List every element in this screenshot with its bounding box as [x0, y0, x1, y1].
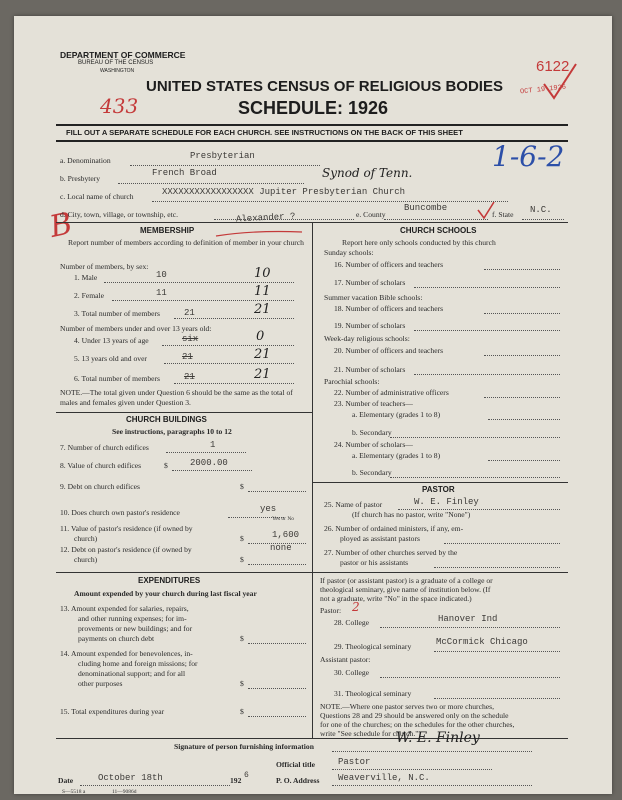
- church-name-label: c. Local name of church: [60, 192, 134, 201]
- pastor-note-line3: for one of the churches; on the schedules for the other churches,: [320, 720, 515, 729]
- q13-line3: provements or new buildings; and for: [78, 624, 193, 633]
- department-name: DEPARTMENT OF COMMERCE: [60, 50, 186, 60]
- q3-handwritten: 21: [254, 302, 271, 317]
- q7-label: 7. Number of church edifices: [60, 443, 149, 452]
- church-name-value: XXXXXXXXXXXXXXXXX Jupiter Presbyterian Church: [162, 187, 406, 197]
- q6-label: 6. Total number of members: [74, 374, 161, 383]
- q7-value: 1: [210, 440, 216, 450]
- q13-line2: and other running expenses; for im-: [78, 614, 187, 623]
- schools-title: CHURCH SCHOOLS: [400, 226, 477, 235]
- summer-schools-label: Summer vacation Bible schools:: [324, 293, 423, 302]
- schools-intro: Report here only schools conducted by this church: [342, 238, 496, 247]
- q2-handwritten: 11: [254, 284, 271, 299]
- q29-label: 29. Theological seminary: [334, 642, 412, 651]
- year-suffix: 6: [244, 771, 249, 780]
- q12-label-line2: church): [74, 555, 98, 564]
- q11-label-line1: 11. Value of pastor's residence (if owned by: [60, 524, 193, 533]
- college-note-line1: If pastor (or assistant pastor) is a graduate of a college or: [320, 576, 493, 585]
- state-value: N.C.: [530, 205, 552, 215]
- q26-line2: ployed as assistant pastors: [340, 534, 420, 543]
- q5-handwritten: 21: [254, 347, 271, 362]
- date-value: October 18th: [98, 773, 163, 783]
- q29-value: McCormick Chicago: [436, 637, 528, 647]
- pastor-handwritten-mark: 2: [352, 600, 360, 614]
- q12-dollar: $: [240, 555, 244, 564]
- expenditures-subtitle: Amount expended by your church during last fiscal year: [74, 589, 257, 598]
- weekday-schools-label: Week-day religious schools:: [324, 334, 410, 343]
- q10-value: yes: [260, 504, 277, 514]
- q11-value: 1,600: [272, 530, 300, 540]
- q16-label: 16. Number of officers and teachers: [334, 260, 444, 269]
- q28-value: Hanover Ind: [438, 614, 498, 624]
- q11-dollar: $: [240, 534, 244, 543]
- q26-line1: 26. Number of ordained ministers, if any, em-: [324, 524, 464, 533]
- table-bottom-rule: [56, 738, 568, 739]
- form-number: S—5518 a: [62, 789, 86, 794]
- po-address-label: P. O. Address: [276, 776, 320, 785]
- q8-value: 2000.00: [190, 458, 228, 468]
- q2-typed: 11: [156, 288, 167, 298]
- q30-label: 30. College: [334, 668, 370, 677]
- q18-label: 18. Number of officers and teachers: [334, 304, 444, 313]
- date-label: Date: [58, 776, 74, 785]
- q25-value: W. E. Finley: [414, 497, 479, 507]
- q21-label: 21. Number of scholars: [334, 365, 406, 374]
- blue-code-mark: 1-6-2: [492, 140, 565, 173]
- header-rule-top: [56, 124, 568, 126]
- q23-label: 23. Number of teachers—: [334, 399, 413, 408]
- q19-label: 19. Number of scholars: [334, 321, 406, 330]
- q9-dollar: $: [240, 482, 244, 491]
- year-prefix: 192: [230, 776, 242, 785]
- column-divider: [312, 222, 313, 738]
- sunday-schools-label: Sunday schools:: [324, 248, 374, 257]
- q25-label: 25. Name of pastor: [324, 500, 383, 509]
- q4-typed: six: [182, 334, 199, 344]
- print-number: 11—9086d: [112, 789, 137, 794]
- header-rule-bottom: [56, 140, 568, 142]
- membership-note: NOTE.—The total given under Question 6 should be the same as the total of males and females given under Question 3.: [60, 388, 293, 407]
- q24b-label: b. Secondary: [352, 468, 392, 477]
- q9-label: 9. Debt on church edifices: [60, 482, 140, 491]
- college-note-line2: theological seminary, give name of institution below. (If: [320, 585, 491, 594]
- red-underline-mark: [214, 228, 304, 238]
- q25-note: (If church has no pastor, write "None"): [352, 510, 471, 519]
- q24a-label: a. Elementary (grades 1 to 8): [352, 451, 441, 460]
- red-margin-mark: B: [46, 206, 76, 245]
- q2-label: 2. Female: [74, 291, 104, 300]
- city-value: Alexander ?: [235, 211, 296, 225]
- q28-label: 28. College: [334, 618, 370, 627]
- pastor-title: PASTOR: [422, 485, 455, 494]
- q15-label: 15. Total expenditures during year: [60, 707, 165, 716]
- q6-typed: 21: [184, 372, 195, 382]
- instructions-bar: FILL OUT A SEPARATE SCHEDULE FOR EACH CHURCH. SEE INSTRUCTIONS ON THE BACK OF THIS SHEET: [66, 128, 463, 137]
- assistant-pastor-label: Assistant pastor:: [320, 655, 371, 664]
- q3-typed: 21: [184, 308, 195, 318]
- q14-line1: 14. Amount expended for benevolences, in-: [60, 649, 193, 658]
- q8-label: 8. Value of church edifices: [60, 461, 142, 470]
- census-schedule-sheet: [14, 16, 612, 794]
- received-date-stamp: OCT 19 1926: [519, 83, 567, 97]
- q23b-label: b. Secondary: [352, 428, 392, 437]
- q1-label: 1. Male: [74, 273, 98, 282]
- presbytery-value: French Broad: [152, 168, 217, 178]
- age-intro: Number of members under and over 13 years old:: [60, 324, 212, 333]
- q10-label: 10. Does church own pastor's residence: [60, 508, 180, 517]
- official-title-value: Pastor: [338, 757, 371, 767]
- synod-handwritten: Synod of Tenn.: [322, 166, 413, 180]
- city-label: d. City, town, village, or township, etc.: [60, 210, 179, 219]
- q31-label: 31. Theological seminary: [334, 689, 412, 698]
- q5-typed: 21: [182, 352, 193, 362]
- official-title-label: Official title: [276, 760, 316, 769]
- membership-title: MEMBERSHIP: [140, 226, 195, 235]
- q17-label: 17. Number of scholars: [334, 278, 406, 287]
- q27-line2: pastor or his assistants: [340, 558, 409, 567]
- pastor-note-line4: write "See schedule for church.": [320, 729, 419, 738]
- county-label: e. County: [356, 210, 386, 219]
- q22-label: 22. Number of administrative officers: [334, 388, 449, 397]
- q11-label-line2: church): [74, 534, 98, 543]
- bureau-city: WASHINGTON: [100, 68, 135, 74]
- po-address-value: Weaverville, N.C.: [338, 773, 430, 783]
- q23a-label: a. Elementary (grades 1 to 8): [352, 410, 441, 419]
- q12-label-line1: 12. Debt on pastor's residence (if owned by: [60, 545, 192, 554]
- q14-line2: cluding home and foreign missions; for: [78, 659, 198, 668]
- q4-handwritten: 0: [256, 329, 265, 344]
- denomination-label: a. Denomination: [60, 156, 111, 165]
- q8-dollar: $: [164, 461, 168, 470]
- schedule-title: SCHEDULE: 1926: [238, 98, 389, 118]
- q1-handwritten: 10: [254, 266, 271, 281]
- signature-label: Signature of person furnishing information: [174, 742, 314, 751]
- red-tick-icon: [476, 202, 496, 220]
- presbytery-label: b. Presbytery: [60, 174, 101, 183]
- q10-hint: Yes or No: [272, 516, 295, 522]
- q14-line4: other purposes: [78, 679, 123, 688]
- expenditures-title: EXPENDITURES: [138, 576, 201, 585]
- register-number: 6122: [536, 58, 570, 75]
- q13-dollar: $: [240, 634, 244, 643]
- q5-label: 5. 13 years old and over: [74, 354, 147, 363]
- q24-label: 24. Number of scholars—: [334, 440, 413, 449]
- pastor-note-line1: NOTE.—Where one pastor serves two or more churches,: [320, 702, 494, 711]
- parochial-schools-label: Parochial schools:: [324, 377, 380, 386]
- form-title: UNITED STATES CENSUS OF RELIGIOUS BODIES: [146, 78, 503, 95]
- red-check-icon: [540, 62, 580, 106]
- bureau-name: BUREAU OF THE CENSUS: [78, 60, 154, 66]
- buildings-title: CHURCH BUILDINGS: [126, 415, 207, 424]
- q13-line4: payments on church debt: [78, 634, 155, 643]
- college-note-line3: not a graduate, write "No" in the space indicated.): [320, 594, 472, 603]
- county-value: Buncombe: [404, 203, 448, 213]
- q20-label: 20. Number of officers and teachers: [334, 346, 444, 355]
- q6-handwritten: 21: [254, 367, 271, 382]
- q12-value: none: [270, 543, 292, 553]
- denomination-value: Presbyterian: [190, 151, 255, 161]
- red-handwritten-number: 433: [100, 94, 139, 118]
- membership-intro: Report number of members according to definition of member in your church: [68, 238, 304, 247]
- signature-value: W. E. Finley: [396, 730, 480, 746]
- state-label: f. State: [492, 210, 514, 219]
- by-sex-label: Number of members, by sex:: [60, 262, 149, 271]
- q14-line3: denominational support; and for all: [78, 669, 186, 678]
- pastor-label: Pastor:: [320, 606, 342, 615]
- q4-label: 4. Under 13 years of age: [74, 336, 149, 345]
- q1-typed: 10: [156, 270, 167, 280]
- q13-line1: 13. Amount expended for salaries, repairs,: [60, 604, 189, 613]
- q3-label: 3. Total number of members: [74, 309, 161, 318]
- buildings-subtitle: See instructions, paragraphs 10 to 12: [112, 427, 232, 436]
- q27-line1: 27. Number of other churches served by the: [324, 548, 458, 557]
- pastor-note-line2: Questions 28 and 29 should be answered only on the schedule: [320, 711, 509, 720]
- q15-dollar: $: [240, 707, 244, 716]
- q14-dollar: $: [240, 679, 244, 688]
